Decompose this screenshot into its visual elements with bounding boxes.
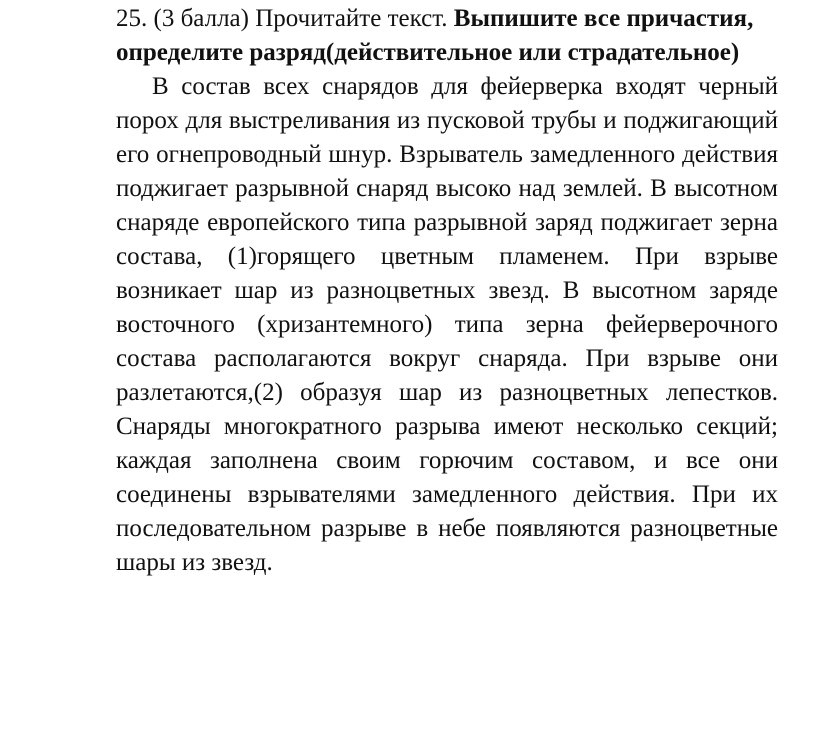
task-heading (116, 2, 778, 70)
document-page (116, 2, 778, 580)
task-points: (3 балла) (153, 5, 249, 32)
task-number: 25. (116, 5, 148, 32)
text-paragraph: В состав всех снарядов для фейерверка входят черный порох для выстреливания из пусковой трубы и поджигающий его огнепроводный шнур. Взрыватель замедленного действия поджигает разрывной снаряд высоко над землей. В высотном снаряде европейского типа разрывной заряд поджигает зерна состава, (1)горящего цветным пламенем. При взрыве возникает шар из разноцветных звезд. В высотном заряде восточного (хризантемного) типа зерна фейерверочного состава располагаются вокруг снаряда. При взрыве они разлетаются,(2) образуя шар из разноцветных лепестков. Снаряды многократного разрыва имеют несколько секций; каждая заполнена своим горючим составом, и все они соединены взрывателями замедленного действия. При их последовательном разрыве в небе появляются разноцветные шары из звезд. (116, 73, 778, 576)
task-bold-instruction: Выпишите все причастия, определите разряд(действительное или страдательное) (116, 5, 754, 66)
task-instruction: Прочитайте текст. (255, 5, 448, 32)
